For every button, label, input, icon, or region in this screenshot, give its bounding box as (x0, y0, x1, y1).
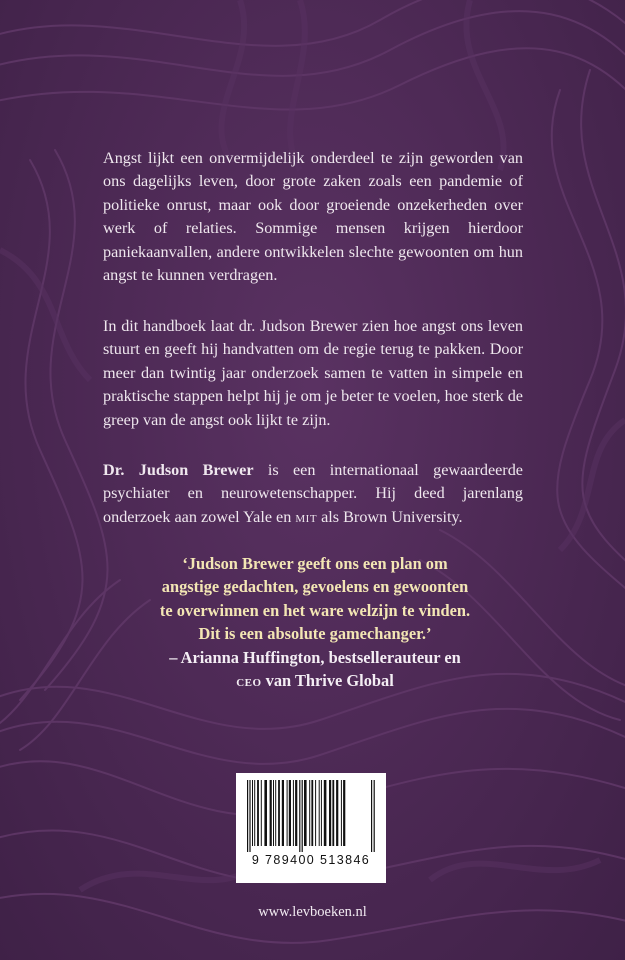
barcode-bar (374, 780, 375, 852)
author-bio-text-1: is een internationaal gewaardeerde psychiater en neurowetenschapper. Hij deed jarenlang onderzoek aan zowel Yale en (103, 461, 523, 526)
barcode-bar (311, 780, 313, 846)
barcode-bar (299, 780, 300, 852)
barcode-bar (336, 780, 338, 846)
barcode-bar (304, 780, 307, 846)
attribution-title: ceo (236, 671, 262, 691)
barcode-bars (245, 780, 377, 852)
barcode-bar (264, 780, 267, 846)
barcode-bar (309, 780, 310, 846)
barcode-bar (341, 780, 342, 846)
barcode-bar (319, 780, 320, 846)
barcode-bar (289, 780, 291, 846)
barcode-bar (252, 780, 253, 846)
author-name: Dr. Judson Brewer (103, 461, 254, 479)
barcode-bar (302, 780, 303, 852)
quote-line: angstige gedachten, gevoelens en gewoonten (161, 577, 469, 597)
barcode-bar (278, 780, 280, 846)
barcode-bar (329, 780, 331, 846)
description-paragraph-2: In dit handboek laat dr. Judson Brewer zien hoe angst ons leven stuurt en geeft hij handvatten om de regie terug te pakken. Door meer dan twintig jaar onderzoek samen te vatten in simpele en praktische stappen helpt hij je om je beter te voelen, hoe sterk de greep van de angst ook lijkt te zijn. (103, 317, 523, 429)
barcode-bar (371, 780, 372, 852)
barcode-bar (273, 780, 274, 846)
barcode-bar (270, 780, 272, 846)
quote-attribution-line-1: – Arianna Huffington, bestsellerauteur en (169, 647, 461, 667)
author-bio-text-2: als Brown University. (317, 507, 463, 526)
publisher-website[interactable]: www.levboeken.nl (258, 904, 367, 920)
barcode-bar (257, 780, 259, 846)
barcode-digits: 9 789400 513846 (251, 853, 371, 867)
quote-line: ‘Judson Brewer geeft ons een plan om (182, 554, 448, 573)
barcode-bar (293, 780, 294, 846)
quote-line: Dit is een absolute gamechanger.’ (198, 624, 432, 644)
barcode-bar (315, 780, 316, 846)
barcode-bar (275, 780, 276, 846)
barcode-bar (247, 780, 248, 852)
endorsement-quote (100, 552, 530, 692)
attribution-org: van Thrive Global (261, 671, 394, 691)
author-bio-institution: mit (295, 507, 318, 526)
barcode-bar (254, 780, 255, 846)
barcode-bar (282, 780, 284, 846)
barcode-bar (249, 780, 250, 852)
quote-line: te overwinnen en het ware welzijn te vinden. (159, 600, 471, 620)
barcode-bar (324, 780, 327, 846)
quote-attribution-line-2 (100, 669, 530, 692)
author-bio (103, 459, 523, 529)
description-paragraph-1: Angst lijkt een onvermijdelijk onderdeel te zijn geworden van ons dagelijks leven, door grote zaken zoals een pandemie of politieke onrust, maar ook door groeiende onzekerheden over werk of relaties. Sommige mensen krijgen hierdoor paniekaanvallen, andere ontwikkelen slechte gewoonten om hun angst te kunnen verdragen. (103, 149, 523, 285)
barcode-bar (287, 780, 288, 846)
barcode-bar (295, 780, 297, 846)
isbn-barcode (236, 773, 386, 883)
barcode-bar (321, 780, 322, 846)
barcode-bar (261, 780, 262, 846)
barcode-bar (332, 780, 334, 846)
barcode-bar (343, 780, 345, 846)
